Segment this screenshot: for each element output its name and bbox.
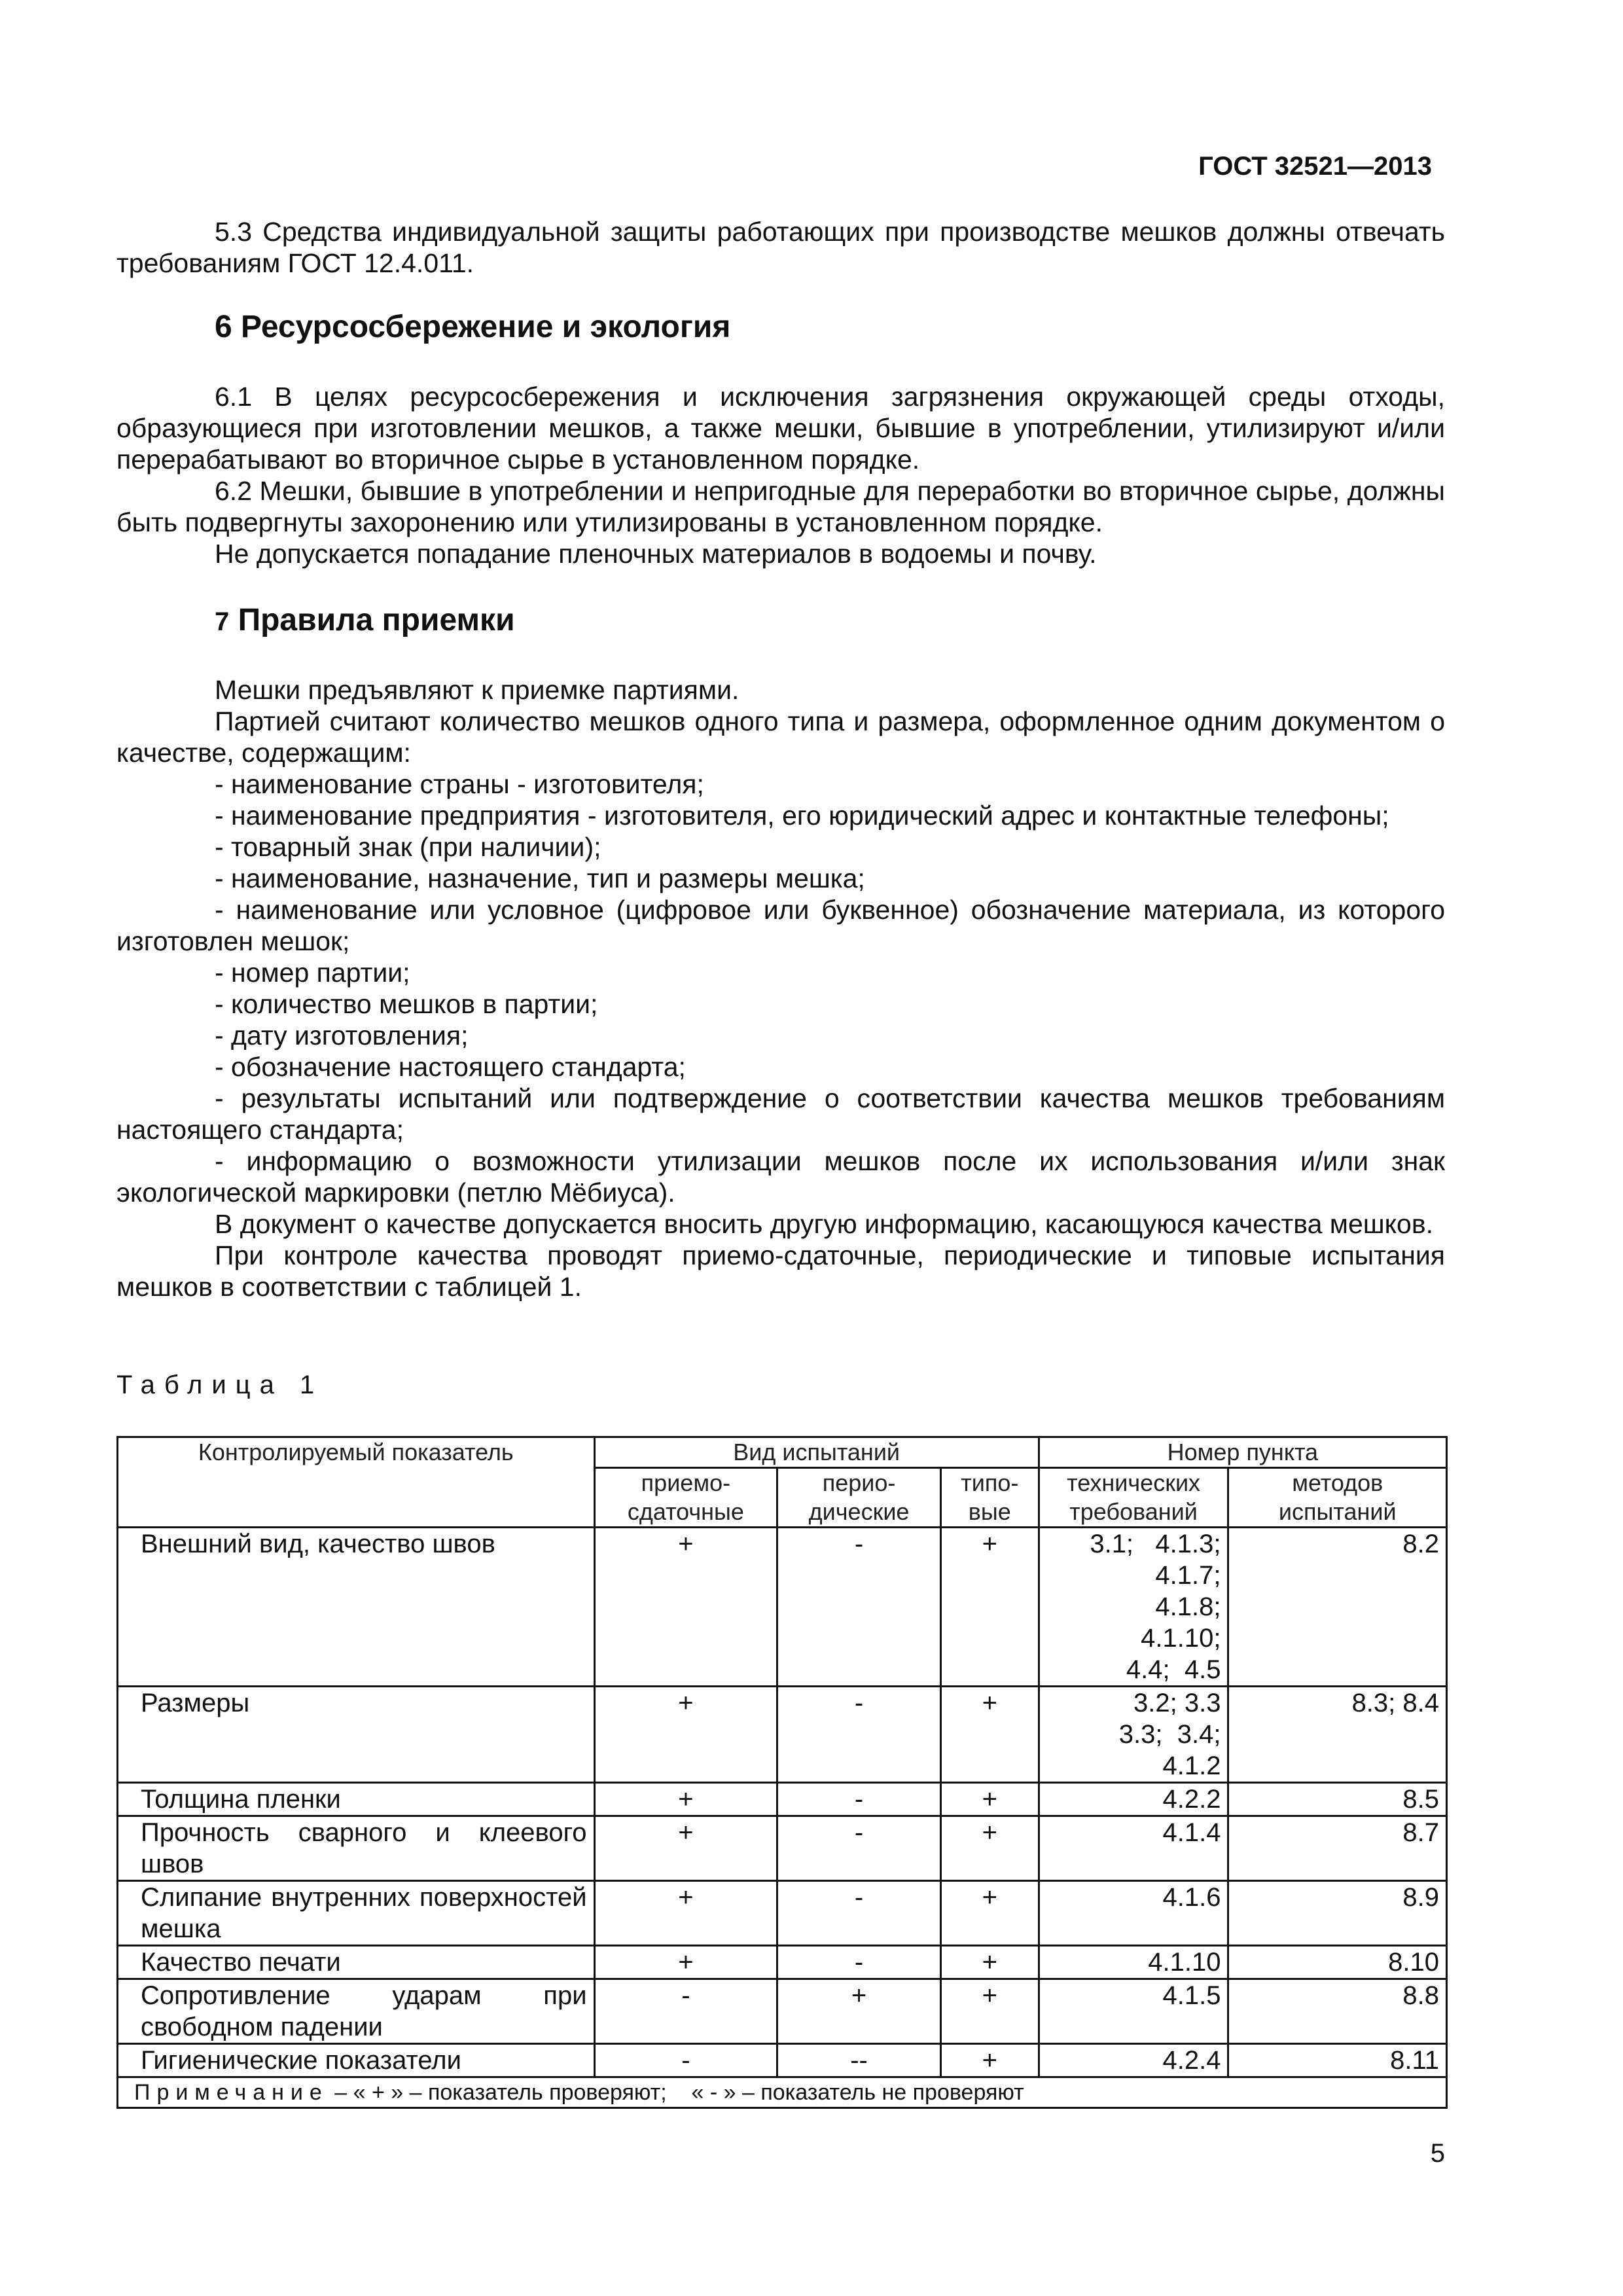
row-type: +: [940, 1946, 1039, 1979]
header-methods: методов испытаний: [1228, 1468, 1447, 1528]
header-periodic: перио- дические: [777, 1468, 941, 1528]
header-tech-req: технических требований: [1039, 1468, 1228, 1528]
row-periodic: -: [777, 1783, 941, 1816]
paragraph-7-1: Мешки предъявляют к приемке партиями.: [215, 675, 740, 705]
row-type: +: [940, 1687, 1039, 1783]
list-item: - количество мешков в партии;: [215, 989, 598, 1019]
list-item: - результаты испытаний или подтверждение о соответствии качества мешков требованиям настоящего стандарта;: [116, 1083, 1445, 1145]
row-acceptance: +: [594, 1946, 777, 1979]
paragraph-7-3: В документ о качестве допускается вносить другую информацию, касающуюся качества мешков.: [215, 1209, 1434, 1239]
row-indicator: Внешний вид, качество швов: [118, 1528, 595, 1687]
row-indicator: Сопротивление ударам при свободном падении: [118, 1979, 595, 2044]
row-methods: 8.7: [1228, 1816, 1447, 1881]
list-item: - наименование или условное (цифровое или буквенное) обозначение материала, из которого изготовлен мешок;: [116, 895, 1445, 956]
list-item: - товарный знак (при наличии);: [215, 832, 601, 862]
list-item: - дату изготовления;: [215, 1020, 469, 1050]
paragraph-6-2: 6.2 Мешки, бывшие в употреблении и непригодные для переработки во вторичное сырье, должны быть подвергнуты захоронению или утилизированы в установленном порядке.: [116, 476, 1445, 537]
row-methods: 8.9: [1228, 1881, 1447, 1946]
note-label: Примечание: [134, 2080, 329, 2105]
row-type: +: [940, 1881, 1039, 1946]
row-type: +: [940, 1816, 1039, 1881]
list-item: - обозначение настоящего стандарта;: [215, 1052, 686, 1082]
table-note: [118, 2077, 1447, 2108]
row-methods: 8.5: [1228, 1783, 1447, 1816]
header-type: типо- вые: [940, 1468, 1039, 1528]
row-indicator: Слипание внутренних поверхностей мешка: [118, 1881, 595, 1946]
page-number: 5: [1430, 2139, 1445, 2168]
row-tech-req: 3.1; 4.1.3; 4.1.7; 4.1.8; 4.1.10; 4.4; 4.5: [1039, 1528, 1228, 1687]
row-type: +: [940, 1783, 1039, 1816]
list-item: - номер партии;: [215, 958, 410, 988]
row-methods: 8.10: [1228, 1946, 1447, 1979]
list-item: - наименование страны - изготовителя;: [215, 769, 704, 799]
table-row: [118, 1528, 1447, 1687]
paragraph-7-4: При контроле качества проводят приемо-сдаточные, периодические и типовые испытания мешков в соответствии с таблицей 1.: [116, 1240, 1445, 1302]
table-row: [118, 1979, 1447, 2044]
row-periodic: -: [777, 1687, 941, 1783]
header-test-type: Вид испытаний: [594, 1437, 1039, 1468]
table-note-row: [118, 2077, 1447, 2108]
table-caption: Таблица 1: [116, 1371, 324, 1399]
row-type: +: [940, 1528, 1039, 1687]
header-indicator: Контролируемый показатель: [118, 1437, 595, 1528]
header-acceptance: приемо- сдаточные: [594, 1468, 777, 1528]
row-tech-req: 3.2; 3.3 3.3; 3.4; 4.1.2: [1039, 1687, 1228, 1783]
row-periodic: --: [777, 2044, 941, 2077]
row-tech-req: 4.1.6: [1039, 1881, 1228, 1946]
note-text: – « + » – показатель проверяют; « - » – показатель не проверяют: [334, 2080, 1024, 2105]
row-indicator: Качество печати: [118, 1946, 595, 1979]
row-type: +: [940, 1979, 1039, 2044]
table-row: [118, 2044, 1447, 2077]
section-7-number: 7: [215, 607, 230, 636]
table-1: [116, 1436, 1448, 2109]
list-item: - информацию о возможности утилизации мешков после их использования и/или знак экологической маркировки (петлю Мёбиуса).: [116, 1146, 1445, 1208]
row-methods: 8.8: [1228, 1979, 1447, 2044]
paragraph-6-3: Не допускается попадание пленочных материалов в водоемы и почву.: [215, 539, 1097, 569]
row-type: +: [940, 2044, 1039, 2077]
document-id-header: ГОСТ 32521—2013: [1198, 152, 1432, 181]
row-indicator: Толщина пленки: [118, 1783, 595, 1816]
row-periodic: -: [777, 1816, 941, 1881]
row-acceptance: +: [594, 1881, 777, 1946]
list-item: - наименование, назначение, тип и размеры мешка;: [215, 863, 865, 893]
row-indicator: Гигиенические показатели: [118, 2044, 595, 2077]
table-row: [118, 1687, 1447, 1783]
paragraph-6-1: 6.1 В целях ресурсосбережения и исключения загрязнения окружающей среды отходы, образующиеся при изготовлении мешков, а также мешки, бывшие в употреблении, утилизируют и/или перерабатывают во вторичное сырье в установленном порядке.: [116, 382, 1445, 475]
row-tech-req: 4.1.10: [1039, 1946, 1228, 1979]
table-row: [118, 1783, 1447, 1816]
section-7-title: Правила приемки: [238, 603, 515, 637]
row-indicator: Прочность сварного и клеевого швов: [118, 1816, 595, 1881]
row-acceptance: +: [594, 1783, 777, 1816]
table-row: [118, 1816, 1447, 1881]
header-item-number: Номер пункта: [1039, 1437, 1446, 1468]
row-acceptance: -: [594, 2044, 777, 2077]
list-item: - наименование предприятия - изготовителя, его юридический адрес и контактные телефоны;: [215, 800, 1389, 831]
row-tech-req: 4.1.5: [1039, 1979, 1228, 2044]
section-6-heading: 6 Ресурсосбережение и экология: [215, 310, 731, 344]
paragraph-7-2: Партией считают количество мешков одного типа и размера, оформленное одним документом о качестве, содержащим:: [116, 706, 1445, 768]
section-7-heading: [215, 602, 515, 640]
row-periodic: -: [777, 1946, 941, 1979]
table-row: [118, 1881, 1447, 1946]
row-methods: 8.11: [1228, 2044, 1447, 2077]
table-row: [118, 1946, 1447, 1979]
row-tech-req: 4.2.4: [1039, 2044, 1228, 2077]
row-periodic: -: [777, 1881, 941, 1946]
row-acceptance: +: [594, 1528, 777, 1687]
row-acceptance: -: [594, 1979, 777, 2044]
row-periodic: -: [777, 1528, 941, 1687]
row-tech-req: 4.1.4: [1039, 1816, 1228, 1881]
row-methods: 8.3; 8.4: [1228, 1687, 1447, 1783]
table-header-row: [118, 1437, 1447, 1468]
section-6-body: [116, 381, 1445, 569]
row-tech-req: 4.2.2: [1039, 1783, 1228, 1816]
paragraph-5-3-text: 5.3 Средства индивидуальной защиты работающих при производстве мешков должны отвечать требованиям ГОСТ 12.4.011.: [116, 217, 1445, 278]
row-acceptance: +: [594, 1816, 777, 1881]
paragraph-5-3: [116, 216, 1445, 279]
row-methods: 8.2: [1228, 1528, 1447, 1687]
row-indicator: Размеры: [118, 1687, 595, 1783]
row-periodic: +: [777, 1979, 941, 2044]
section-7-body: [116, 674, 1445, 1302]
row-acceptance: +: [594, 1687, 777, 1783]
